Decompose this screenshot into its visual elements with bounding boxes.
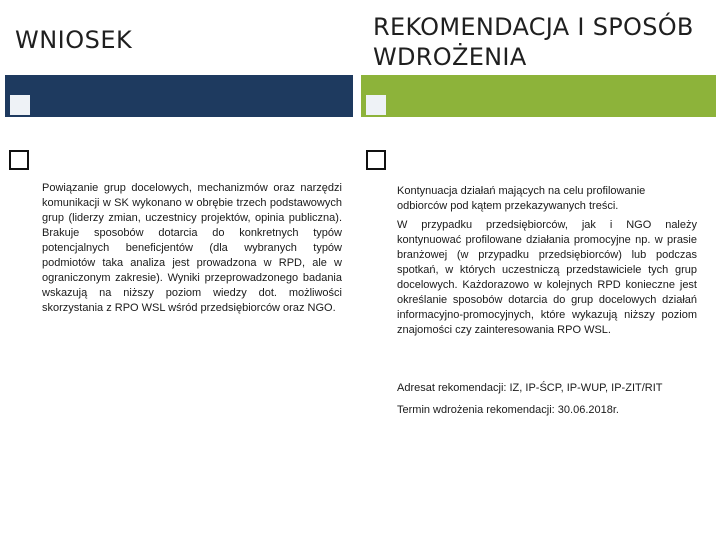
conclusion-text: Powiązanie grup docelowych, mechanizmów oraz narzędzi komunikacji w SK wykonano w obrębie trzech podstawowych grup (liderzy zmian, uczestnicy projektów, opinia publiczna). Brakuje sposobów dotarcia do konkretnych typów potencjalnych beneficjentów (dla wybranych typów podmiotów taka analiza jest prowadzona w RPD, ale w ograniczonym zakresie). Wyniki przeprowadzonego badania wskazują na niższy poziom wiedzy dot. możliwości skorzystania z RPO WSL wśród przedsiębiorców oraz NGO.	[42, 182, 342, 314]
square-checkbox-icon	[366, 150, 386, 170]
recommendation-text-details: W przypadku przedsiębiorców, jak i NGO należy kontynuować profilowane działania promocyjne np. w prasie branżowej (w przypadku przedsiębiorców) lub podczas spotkań, w których uczestniczą przedstawiciele tych grup docelowych. Każdorazowo w kolejnych RPD konieczne jest określanie sposobów dotarcia do grup docelowych działań informacyjno-promocyjnych, które wykazują niższy poziom znajomości czy zainteresowania RPO WSL.	[397, 219, 697, 336]
recommendation-deadline: Termin wdrożenia rekomendacji: 30.06.2018r.	[397, 404, 619, 416]
recommendation-text-intro: Kontynuacja działań mających na celu profilowanie odbiorców pod kątem przekazywanych treści.	[397, 185, 646, 212]
bar-square-icon	[10, 95, 30, 115]
conclusion-heading: WNIOSEK	[15, 26, 133, 54]
conclusion-header-bar	[5, 75, 353, 117]
recommendation-header-bar	[361, 75, 716, 117]
recommendation-heading: REKOMENDACJA I SPOSÓB WDROŻENIA	[373, 13, 694, 71]
bar-square-icon	[366, 95, 386, 115]
recommendation-addressee: Adresat rekomendacji: IZ, IP-ŚCP, IP-WUP, IP-ZIT/RIT	[397, 382, 663, 394]
square-checkbox-icon	[9, 150, 29, 170]
